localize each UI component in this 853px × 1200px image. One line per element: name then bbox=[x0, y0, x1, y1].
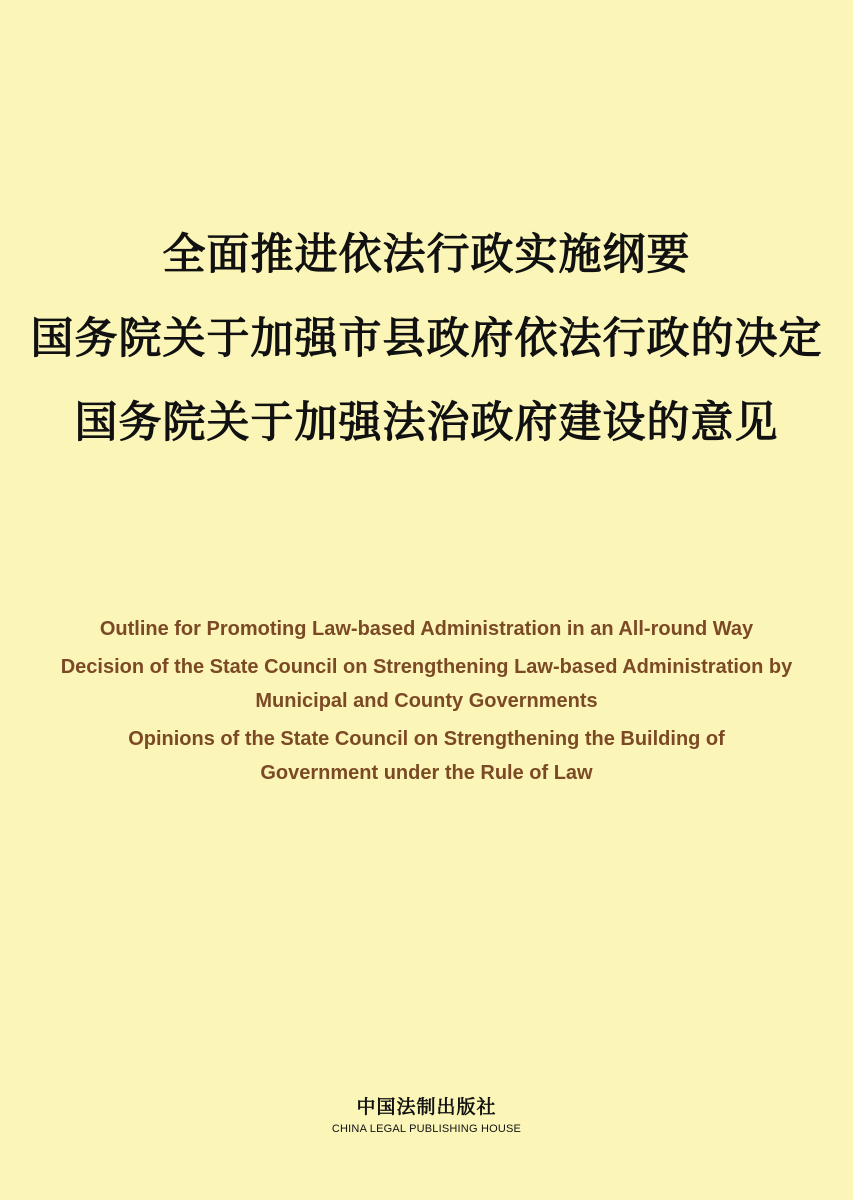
en-title-2-line-1: Decision of the State Council on Strengthening Law-based Administration by bbox=[60, 656, 793, 678]
en-title-2 bbox=[47, 650, 807, 718]
publisher-name-zh: 中国法制出版社 bbox=[356, 1096, 497, 1118]
zh-title-2: 国务院关于加强市县政府依法行政的决定 bbox=[30, 314, 823, 364]
publisher-name-en: CHINA LEGAL PUBLISHING HOUSE bbox=[331, 1123, 522, 1135]
en-title-1-line-1: Outline for Promoting Law-based Administration in an All-round Way bbox=[99, 618, 754, 640]
zh-title-1: 全面推进依法行政实施纲要 bbox=[162, 230, 691, 280]
en-title-3-line-1: Opinions of the State Council on Strengthening the Building of bbox=[128, 728, 725, 750]
english-titles bbox=[0, 612, 853, 794]
zh-title-3: 国务院关于加强法治政府建设的意见 bbox=[74, 398, 779, 448]
en-title-3 bbox=[47, 722, 807, 790]
chinese-titles bbox=[0, 213, 853, 465]
en-title-3-line-2: Government under the Rule of Law bbox=[260, 762, 593, 784]
publisher bbox=[0, 1094, 853, 1138]
en-title-2-line-2: Municipal and County Governments bbox=[255, 690, 598, 712]
en-title-1 bbox=[47, 612, 807, 646]
